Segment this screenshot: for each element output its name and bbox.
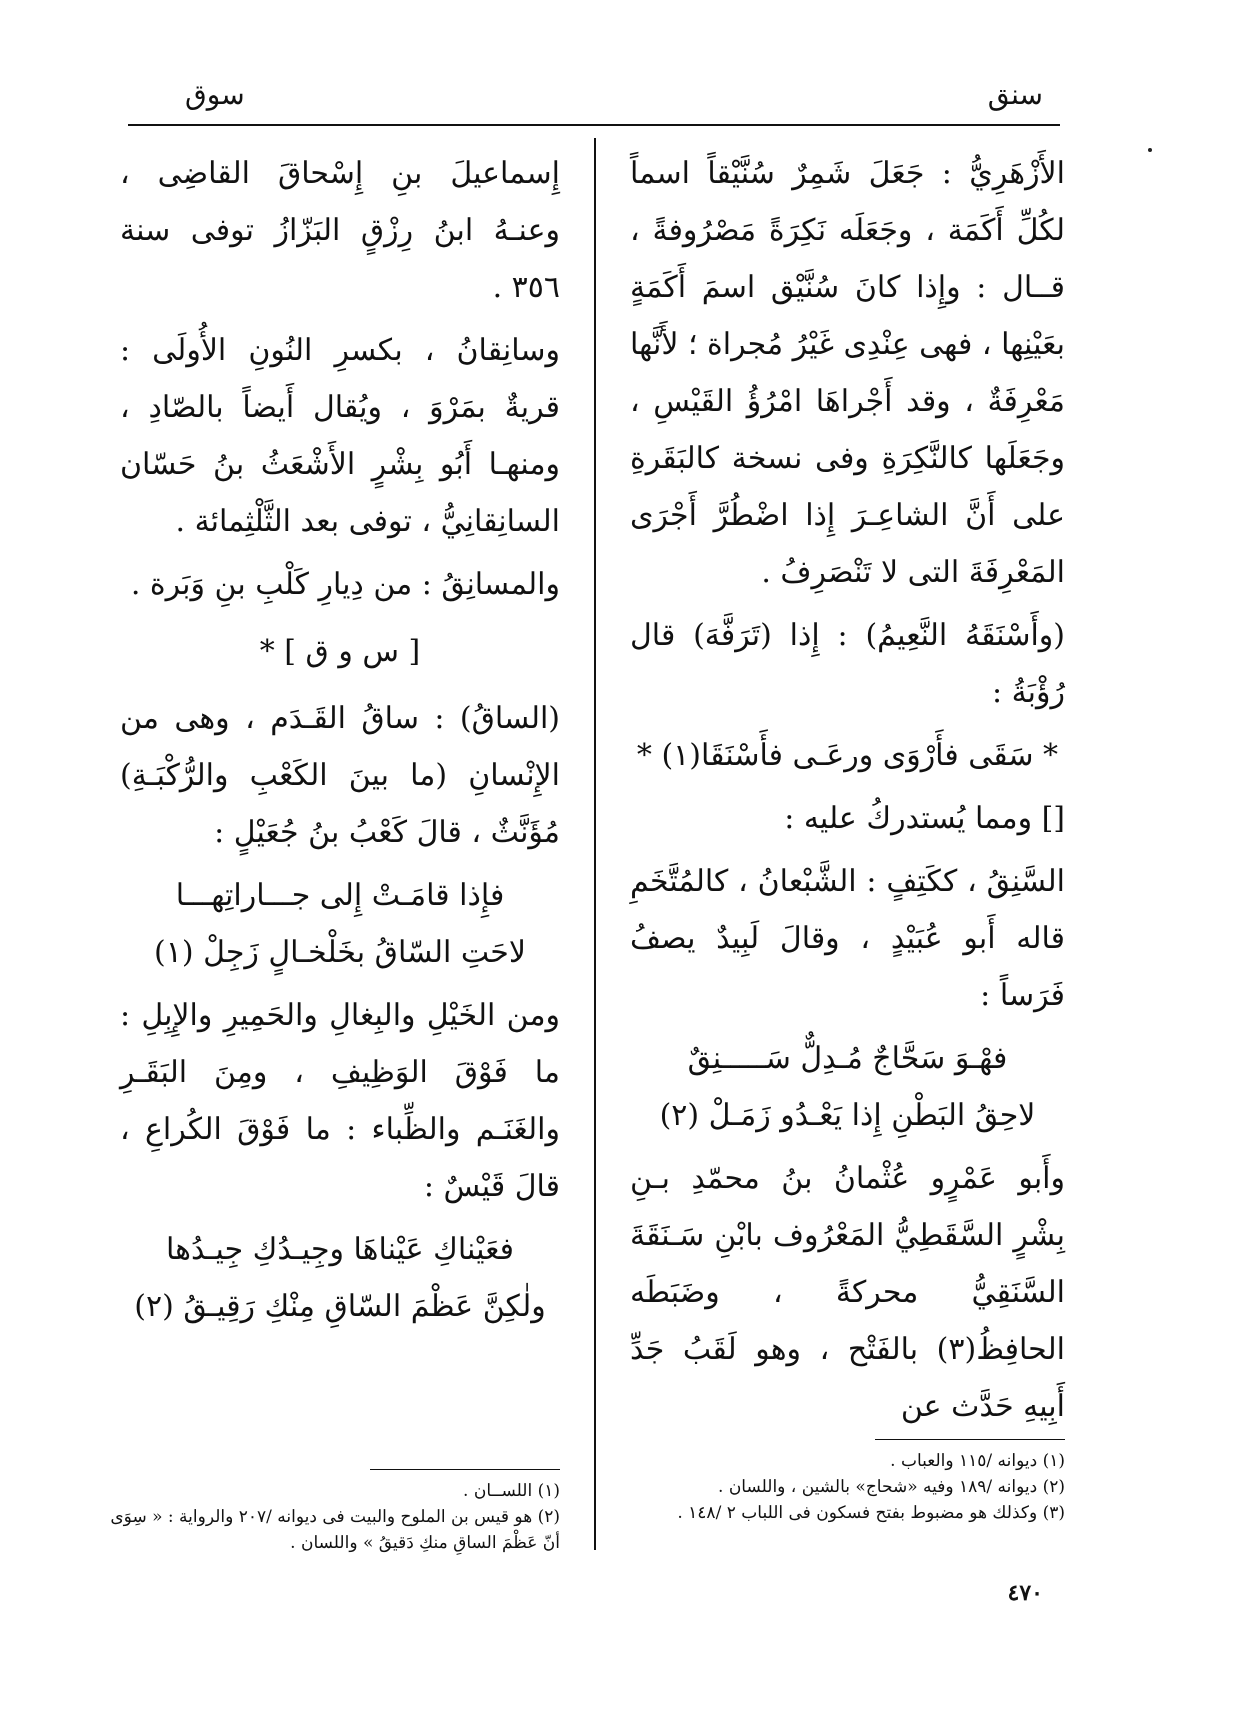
right-verse-2: [630, 1030, 1065, 1144]
running-header-right: سنق: [987, 78, 1043, 111]
page-number: ٤٧٠: [1007, 1580, 1043, 1606]
footnotes-left: [110, 1455, 560, 1556]
footnote-rule: [875, 1439, 1065, 1440]
left-paragraph-2: وسانِقانُ ، بكسرِ النُونِ الأُولَى : قريةٌ بمَرْوَ ، ويُقال أَيضاً بالصّادِ ، ومنهـا أَبُو بِشْرٍ الأَشْعَثُ بنُ حَسّان السانِقانِيُّ ، توفى بعد الثَّلْثِمائة .: [120, 333, 560, 539]
footnote: (٢) ديوانه /١٨٩ وفيه «شحاج» بالشين ، واللسان .: [718, 1477, 1065, 1497]
scan-speck: [1148, 148, 1152, 152]
right-paragraph-4: وأَبو عَمْرٍو عُثْمانُ بنُ محمّدِ بـنِ بِشْرٍ السَّقَطِيُّ المَعْرُوف بابْنِ سَـنَقَةَ السَّنَقِيُّ محركةً ، وضَبَطَه الحافِظُ(٣) بالفَتْح ، وهو لَقَبُ جَدِّ أَبِيهِ حَدَّث عن: [630, 1161, 1065, 1424]
left-column: [120, 145, 560, 1341]
left-paragraph-3: والمسانِقُ : من دِيارِ كَلْبِ بنِ وَبَرة .: [130, 567, 560, 602]
left-verse-2: [120, 1221, 560, 1335]
right-verse-1: * سَقَى فأَرْوَى ورعَـى فأَسْنَقَا(١) *: [636, 738, 1059, 773]
footnote: (٣) وكذلك هو مضبوط بفتح فسكون فى اللباب ٢ /١٤٨ .: [677, 1503, 1065, 1523]
footnote-rule: [370, 1469, 560, 1470]
footnotes-right: [630, 1425, 1065, 1526]
header-rule: [128, 124, 1060, 126]
section-heading: [ س و ق ] *: [259, 634, 421, 669]
footnote: (١) اللســان .: [463, 1481, 560, 1501]
footnote: (١) ديوانه /١١٥ والعباب .: [890, 1451, 1065, 1471]
left-paragraph-5: ومن الخَيْلِ والبِغالِ والحَمِيرِ والإِبِلِ : ما فَوْقَ الوَظِيفِ ، ومِنَ البَقَـرِ والغَنَـم والظِّباء : ما فَوْقَ الكُراعِ ، قالَ قَيْسٌ :: [120, 998, 560, 1204]
mustadrak-line: [] ومما يُستدركُ عليه :: [784, 801, 1065, 836]
left-paragraph-4: (الساقُ) : ساقُ القَـدَم ، وهى من الإِنْسانِ (ما بينَ الكَعْبِ والرُّكْبَـةِ) مُؤَنَّثٌ ، قالَ كَعْبُ بنُ جُعَيْلٍ :: [120, 701, 560, 850]
verse-line: لاحِقُ البَطْنِ إِذا يَعْـدُو زَمَـلْ (٢): [659, 1098, 1036, 1133]
verse-line: فهْـوَ سَحَّاجٌ مُـدِلٌّ سَـــــنِقٌ: [687, 1041, 1008, 1076]
left-verse-1: [120, 867, 560, 981]
footnote: (٢) هو قيس بن الملوح والبيت فى ديوانه /٢٠٧ والرواية : « سِوَى أنّ عَظْمَ الساقِ منكِ دَقيقُ » واللسان .: [110, 1507, 560, 1553]
right-paragraph-1: الأَزْهَرِيُّ : جَعَلَ شَمِرٌ سُنَّيْقاً اسماً لكُلِّ أَكَمَة ، وجَعَلَه نَكِرَةً مَصْرُوفةً ، قــال : وإِذا كانَ سُنَّيْق اسمَ أَكَمَةٍ بعَيْنِها ، فهى عِنْدِى غَيْرُ مُجراة ؛ لأَنَّها مَعْرِفَةٌ ، وقد أَجْراهَا امْرُؤُ القَيْسِ ، وجَعَلَها كالنَّكِرَةِ وفى نسخة كالبَقَرةِ على أَنَّ الشاعِـرَ إِذا اضْطُرَّ أَجْرَى المَعْرِفَةَ التى لا تَنْصَرِفُ .: [630, 156, 1065, 590]
verse-line: فإِذا قامَـتْ إِلى جـــاراتِهـــا: [175, 878, 505, 913]
right-paragraph-3: السَّنِقُ ، ككَتِفٍ : الشَّبْعانُ ، كالمُتَّخَمِ قاله أَبو عُبَيْدٍ ، وقالَ لَبِيدٌ يصفُ فَرَساً :: [630, 864, 1065, 1013]
column-divider: [594, 138, 596, 1550]
right-paragraph-2: (وأَسْنَقَهُ النَّعِيمُ) : إِذا (تَرَفَّهَ) قال رُؤْبَةُ :: [630, 618, 1065, 710]
right-column: [630, 145, 1065, 1441]
running-header-left: سوق: [185, 78, 245, 111]
verse-line: فعَيْناكِ عَيْناهَا وجِيـدُكِ جِيـدُها: [166, 1232, 514, 1267]
left-paragraph-1: إِسماعيلَ بنِ إِسْحاقَ القاضِى ، وعنـهُ ابنُ رِزْقٍ البَزّازُ توفى سنة ٣٥٦ .: [120, 156, 560, 305]
verse-line: ولٰكِنَّ عَظْمَ السّاقِ مِنْكِ رَقِيـقُ (٢): [134, 1289, 546, 1324]
verse-line: لاحَتِ السّاقُ بخَلْخـالٍ زَجِلْ (١): [154, 935, 526, 970]
